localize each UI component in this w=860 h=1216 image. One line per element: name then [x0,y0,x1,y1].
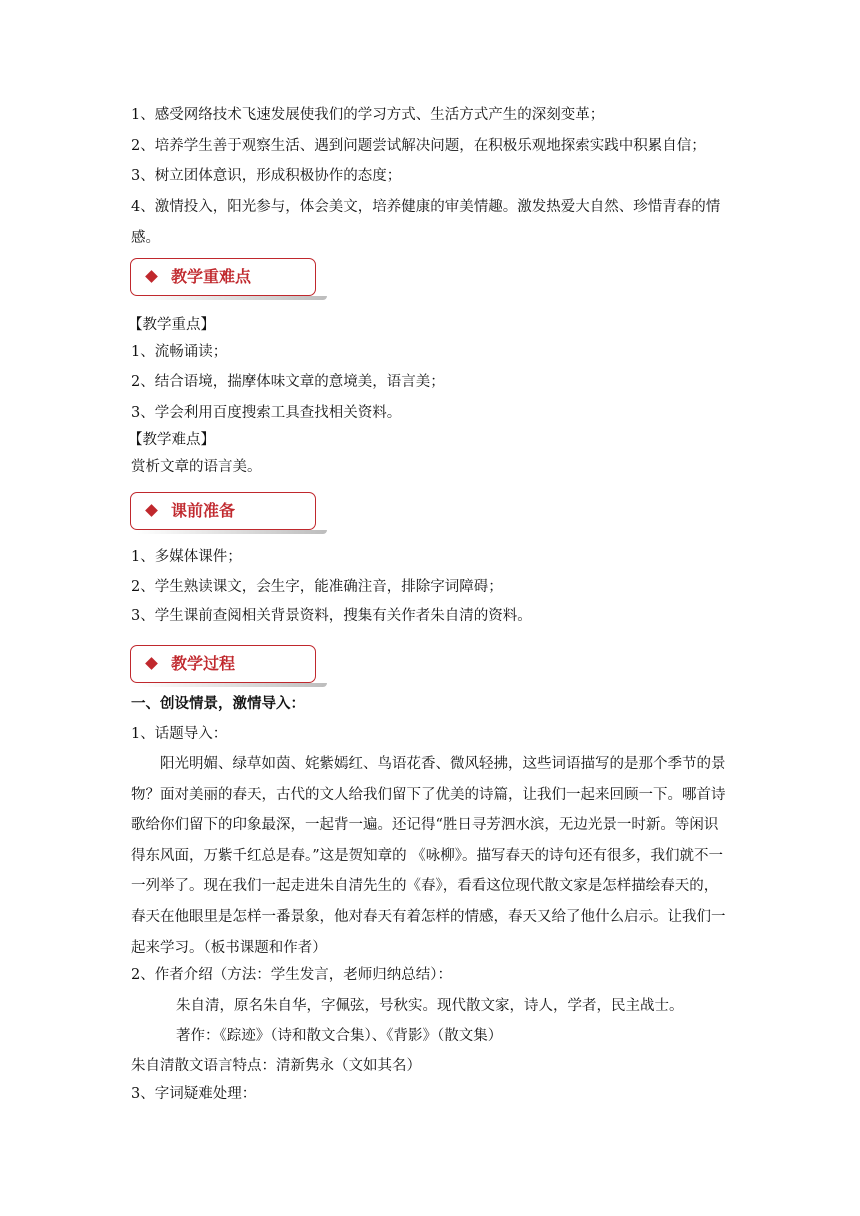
author-style: 朱自清散文语言特点：清新隽永（文如其名） [131,1058,421,1074]
focus-label: 【教学重点】 [128,317,215,333]
preparation-item-2: 2、学生熟读课文，会生字，能准确注音，排除字词障碍； [131,579,503,595]
objective-4: 4、激情投入，阳光参与，体会美文，培养健康的审美情趣。激发热爱大自然、珍惜青春的情感。 [131,199,721,246]
difficulty-label: 【教学难点】 [128,432,215,448]
vocab-label: 3、字词疑难处理： [131,1086,257,1102]
intro-label: 1、话题导入： [131,726,228,742]
objective-3: 3、树立团体意识，形成积极协作的态度； [131,168,402,184]
diamond-bullet-icon [145,504,158,517]
section-header-process [130,645,316,683]
focus-item-2: 2、结合语境，揣摩体味文章的意境美，语言美； [131,374,445,390]
difficulty-text: 赏析文章的语言美。 [131,459,262,475]
section-title: 课前准备 [171,501,236,520]
author-bio: 朱自清，原名朱自华，字佩弦，号秋实。现代散文家，诗人，学者，民主战士。 [176,998,684,1014]
focus-item-1: 1、流畅诵读； [131,344,228,360]
section-title: 教学重难点 [171,267,252,286]
focus-item-3: 3、学会利用百度搜索工具查找相关资料。 [131,405,402,421]
diamond-bullet-icon [145,657,158,670]
preparation-item-3: 3、学生课前查阅相关背景资料，搜集有关作者朱自清的资料。 [131,608,532,624]
author-label: 2、作者介绍（方法：学生发言，老师归纳总结）： [131,967,452,983]
objective-2: 2、培养学生善于观察生活、遇到问题尝试解决问题，在积极乐观地探索实践中积累自信； [131,138,706,154]
diamond-bullet-icon [145,270,158,283]
preparation-item-1: 1、多媒体课件； [131,549,242,565]
process-heading: 一、创设情景，激情导入： [131,695,305,712]
intro-paragraph: 阳光明媚、绿草如茵、姹紫嫣红、鸟语花香、微风轻拂，这些词语描写的是那个季节的景物？面对美丽的春天，古代的文人给我们留下了优美的诗篇，让我们一起来回顾一下。哪首诗歌给你们留下的印象最深，一起背一遍。还记得“胜日寻芳泗水滨，无边光景一时新。等闲识得东风面，万紫千红总是春。”这是贺知章的 《咏柳》。描写春天的诗句还有很多，我们就不一一列举了。现在我们一起走进朱自清先生的《春》，看看这位现代散文家是怎样描绘春天的，春天在他眼里是怎样一番景象，他对春天有着怎样的情感，春天又给了他什么启示。让我们一起来学习。（板书课题和作者） [131,756,726,956]
objective-1: 1、感受网络技术飞速发展使我们的学习方式、生活方式产生的深刻变革； [131,107,605,123]
section-title: 教学过程 [171,654,236,673]
author-works: 著作：《踪迹》（诗和散文合集）、《背影》（散文集） [176,1028,503,1044]
section-header-preparation [130,492,316,530]
section-header-key-points [130,258,316,296]
